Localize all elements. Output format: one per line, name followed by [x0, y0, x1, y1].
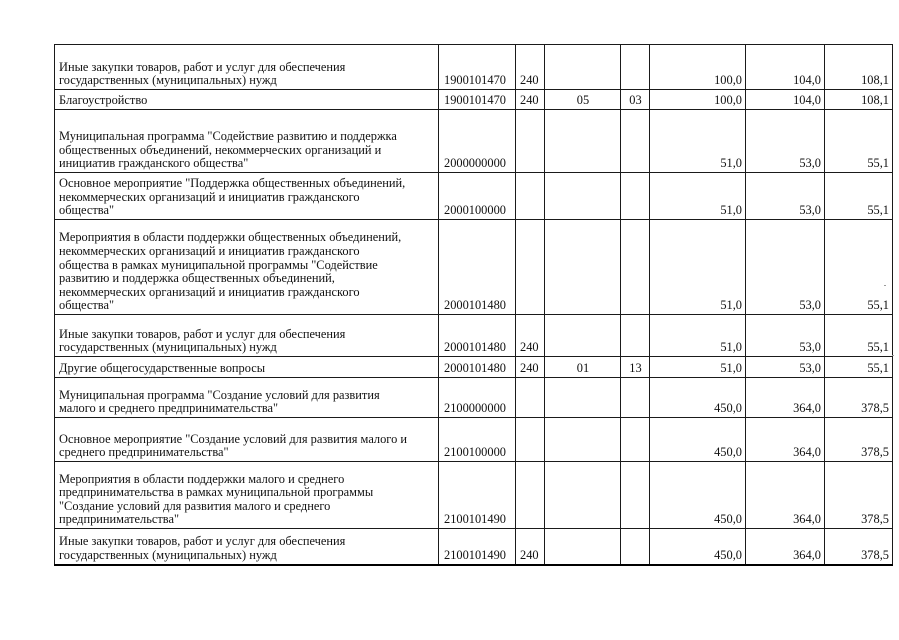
row-name: Основное мероприятие "Поддержка общественных объединений, некоммерческих организаций и инициатив гражданского общества": [55, 173, 439, 220]
row-name: Муниципальная программа "Создание условий для развития малого и среднего предпринимательства": [55, 378, 439, 418]
table-row: [55, 90, 893, 110]
expense-type-code: [516, 378, 545, 418]
expense-type-code: 240: [516, 315, 545, 357]
section-code: [545, 110, 621, 173]
row-name: Иные закупки товаров, работ и услуг для обеспечения государственных (муниципальных) нужд: [55, 529, 439, 565]
amount-year-2: 364,0: [746, 418, 825, 462]
amount-year-3: 55,1: [825, 315, 893, 357]
amount-year-1: 450,0: [650, 462, 746, 529]
target-article-code: 2100101490: [439, 529, 516, 565]
expense-type-code: [516, 173, 545, 220]
section-code: [545, 418, 621, 462]
section-code: [545, 173, 621, 220]
table-row: [55, 418, 893, 462]
budget-table: [54, 44, 893, 566]
subsection-code: [621, 110, 650, 173]
target-article-code: 2100100000: [439, 418, 516, 462]
amount-year-2: 364,0: [746, 378, 825, 418]
amount-year-3: 55,1: [825, 173, 893, 220]
amount-year-1: 51,0: [650, 220, 746, 315]
table-row: [55, 220, 893, 315]
amount-year-2: 53,0: [746, 220, 825, 315]
target-article-code: 2000101480: [439, 315, 516, 357]
subsection-code: 13: [621, 357, 650, 378]
table-row: [55, 110, 893, 173]
expense-type-code: [516, 462, 545, 529]
amount-year-2: 104,0: [746, 90, 825, 110]
table-row: [55, 45, 893, 90]
amount-year-2: 53,0: [746, 357, 825, 378]
subsection-code: 03: [621, 90, 650, 110]
expense-type-code: 240: [516, 45, 545, 90]
row-name: Иные закупки товаров, работ и услуг для обеспечения государственных (муниципальных) нужд: [55, 315, 439, 357]
amount-year-1: 450,0: [650, 418, 746, 462]
target-article-code: 2100101490: [439, 462, 516, 529]
expense-type-code: [516, 110, 545, 173]
subsection-code: [621, 378, 650, 418]
amount-year-2: 53,0: [746, 315, 825, 357]
expense-type-code: [516, 220, 545, 315]
amount-year-2: 364,0: [746, 462, 825, 529]
table-row: [55, 462, 893, 529]
row-name: Мероприятия в области поддержки общественных объединений, некоммерческих организаций и инициатив гражданского общества в рамках муниципальной программы "Содействие развитию и поддержка общественных объединений, некоммерческих организаций и инициатив гражданского общества": [55, 220, 439, 315]
section-code: [545, 378, 621, 418]
amount-year-2: 364,0: [746, 529, 825, 565]
subsection-code: [621, 315, 650, 357]
amount-year-1: 51,0: [650, 357, 746, 378]
row-name: Иные закупки товаров, работ и услуг для обеспечения государственных (муниципальных) нужд: [55, 45, 439, 90]
subsection-code: [621, 529, 650, 565]
amount-year-1: 51,0: [650, 110, 746, 173]
amount-year-3: 378,5: [825, 418, 893, 462]
target-article-code: 2100000000: [439, 378, 516, 418]
amount-year-2: 104,0: [746, 45, 825, 90]
amount-year-2: 53,0: [746, 173, 825, 220]
row-name: Благоустройство: [55, 90, 439, 110]
table-row: [55, 173, 893, 220]
target-article-code: 2000101480: [439, 357, 516, 378]
amount-year-3: 378,5: [825, 378, 893, 418]
document-sheet: [54, 44, 893, 566]
amount-year-1: 450,0: [650, 529, 746, 565]
section-code: [545, 462, 621, 529]
amount-year-1: 100,0: [650, 45, 746, 90]
section-code: 01: [545, 357, 621, 378]
amount-year-3: 378,5: [825, 462, 893, 529]
expense-type-code: [516, 418, 545, 462]
subsection-code: [621, 45, 650, 90]
amount-year-1: 100,0: [650, 90, 746, 110]
target-article-code: 2000100000: [439, 173, 516, 220]
amount-year-1: 51,0: [650, 315, 746, 357]
row-name: Основное мероприятие "Создание условий для развития малого и среднего предпринимательства": [55, 418, 439, 462]
table-row: [55, 315, 893, 357]
amount-year-3: 55,1: [825, 110, 893, 173]
subsection-code: [621, 418, 650, 462]
target-article-code: 1900101470: [439, 90, 516, 110]
expense-type-code: 240: [516, 529, 545, 565]
subsection-code: [621, 173, 650, 220]
target-article-code: 2000000000: [439, 110, 516, 173]
table-row: [55, 529, 893, 565]
subsection-code: [621, 220, 650, 315]
row-name: Мероприятия в области поддержки малого и среднего предпринимательства в рамках муниципальной программы "Создание условий для развития малого и среднего предпринимательства": [55, 462, 439, 529]
amount-year-3: 55,1: [825, 357, 893, 378]
amount-year-2: 53,0: [746, 110, 825, 173]
subsection-code: [621, 462, 650, 529]
section-code: [545, 45, 621, 90]
amount-year-3: 55,1: [825, 220, 893, 315]
table-row: [55, 378, 893, 418]
amount-year-3: 378,5: [825, 529, 893, 565]
section-code: [545, 529, 621, 565]
row-name: Другие общегосударственные вопросы: [55, 357, 439, 378]
section-code: [545, 315, 621, 357]
section-code: 05: [545, 90, 621, 110]
amount-year-3: 108,1: [825, 45, 893, 90]
amount-year-3: 108,1: [825, 90, 893, 110]
expense-type-code: 240: [516, 90, 545, 110]
table-row: [55, 357, 893, 378]
amount-year-1: 51,0: [650, 173, 746, 220]
section-code: [545, 220, 621, 315]
target-article-code: 1900101470: [439, 45, 516, 90]
row-name: Муниципальная программа "Содействие развитию и поддержка общественных объединений, некоммерческих организаций и инициатив гражданского общества": [55, 110, 439, 173]
expense-type-code: 240: [516, 357, 545, 378]
amount-year-1: 450,0: [650, 378, 746, 418]
target-article-code: 2000101480: [439, 220, 516, 315]
